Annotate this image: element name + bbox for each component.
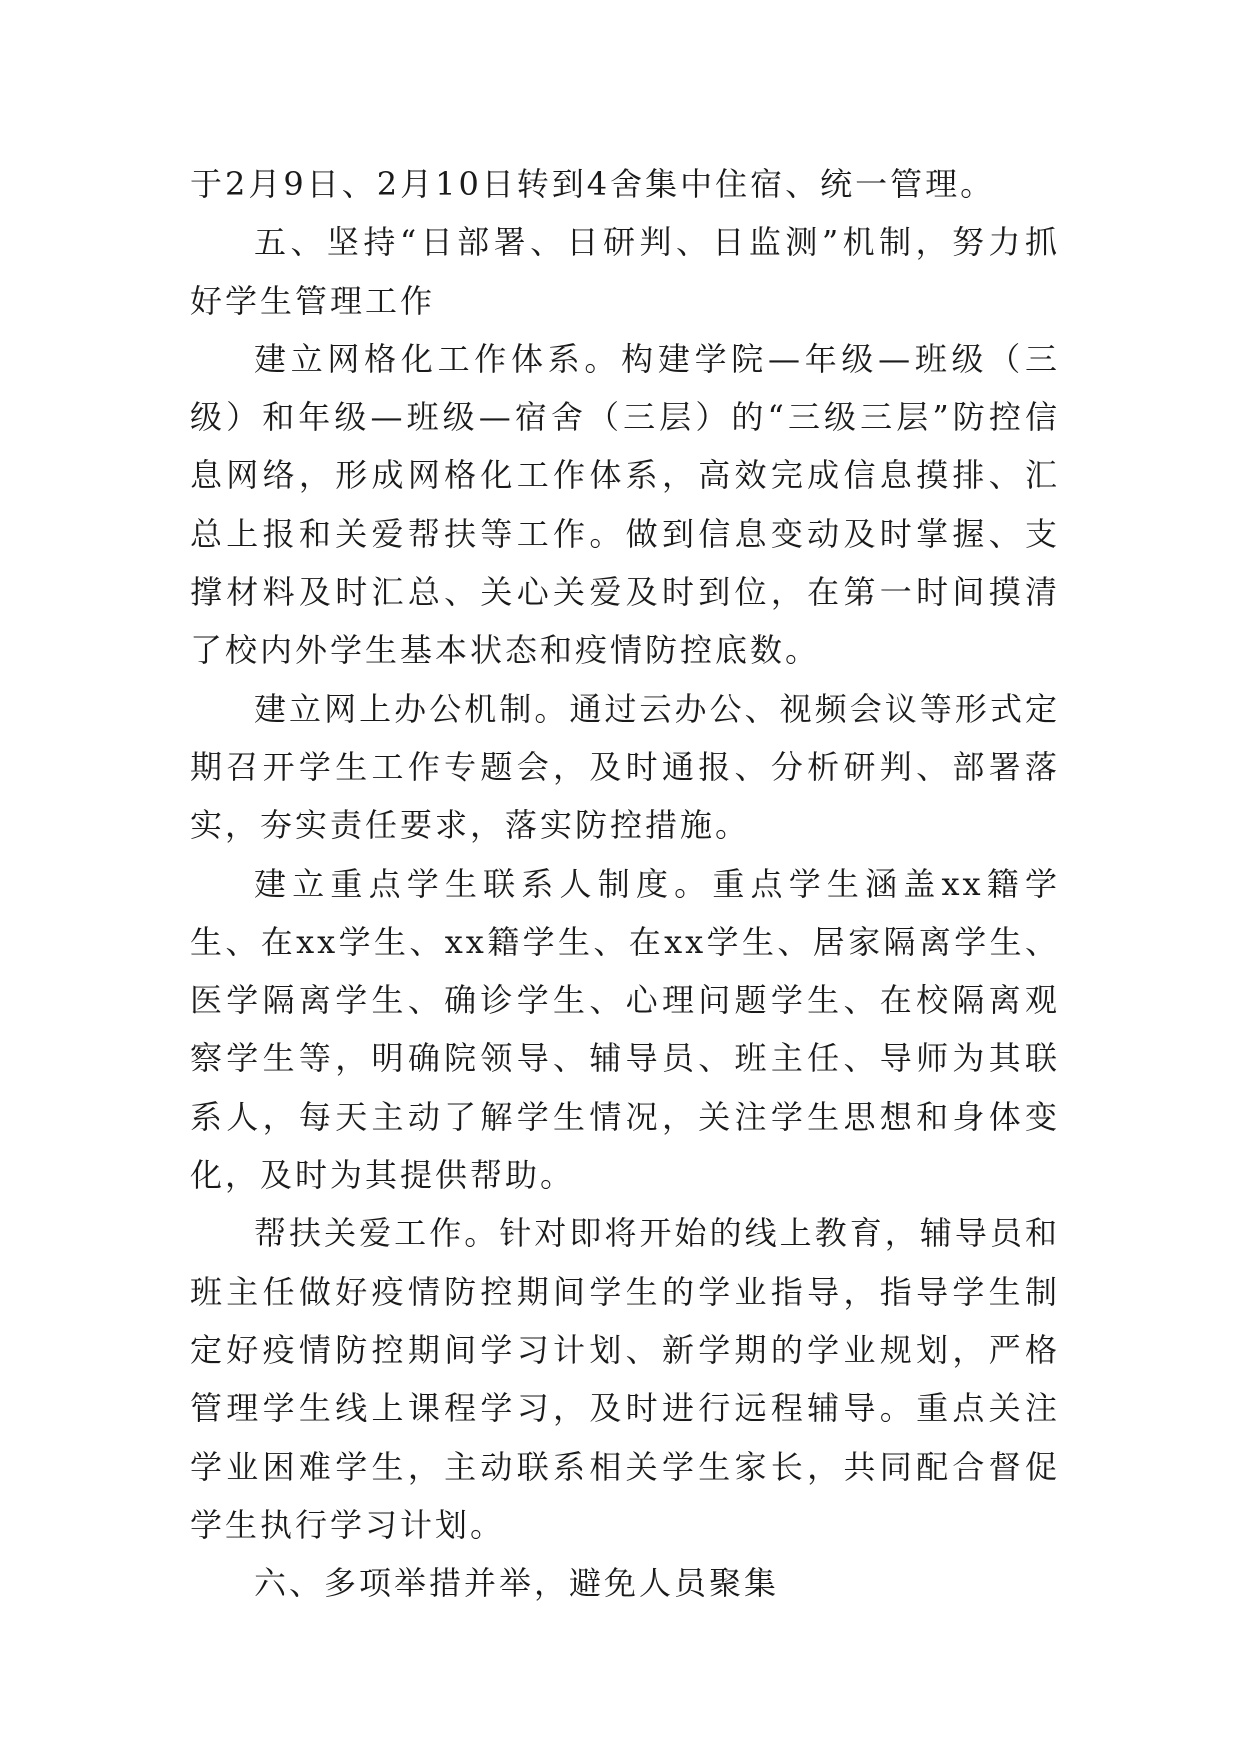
section-heading-5: 五、坚持“日部署、日研判、日监测”机制，努力抓好学生管理工作	[190, 223, 1060, 320]
paragraph-support-care: 帮扶关爱工作。针对即将开始的线上教育，辅导员和班主任做好疫情防控期间学生的学业指导，指导学生制定好疫情防控期间学习计划、新学期的学业规划，严格管理学生线上课程学习，及时进行远程辅导。重点关注学业困难学生，主动联系相关学生家长，共同配合督促学生执行学习计划。	[190, 1214, 1060, 1544]
section-heading-6: 六、多项举措并举，避免人员聚集	[254, 1564, 780, 1603]
paragraph-grid-system: 建立网格化工作体系。构建学院—年级—班级（三级）和年级—班级—宿舍（三层）的“三级三层”防控信息网络，形成网格化工作体系，高效完成信息摸排、汇总上报和关爱帮扶等工作。做到信息变动及时掌握、支撑材料及时汇总、关心关爱及时到位，在第一时间摸清了校内外学生基本状态和疫情防控底数。	[190, 339, 1060, 670]
document-body	[190, 155, 1060, 1612]
paragraph-online-office: 建立网上办公机制。通过云办公、视频会议等形式定期召开学生工作专题会，及时通报、分析研判、部署落实，夯实责任要求，落实防控措施。	[190, 689, 1060, 845]
paragraph-continuation: 于2月9日、2月10日转到4舍集中住宿、统一管理。	[190, 165, 996, 203]
paragraph-key-students: 建立重点学生联系人制度。重点学生涵盖xx籍学生、在xx学生、xx籍学生、在xx学生、居家隔离学生、医学隔离学生、确诊学生、心理问题学生、在校隔离观察学生等，明确院领导、辅导员、班主任、导师为其联系人，每天主动了解学生情况，关注学生思想和身体变化，及时为其提供帮助。	[190, 864, 1060, 1195]
